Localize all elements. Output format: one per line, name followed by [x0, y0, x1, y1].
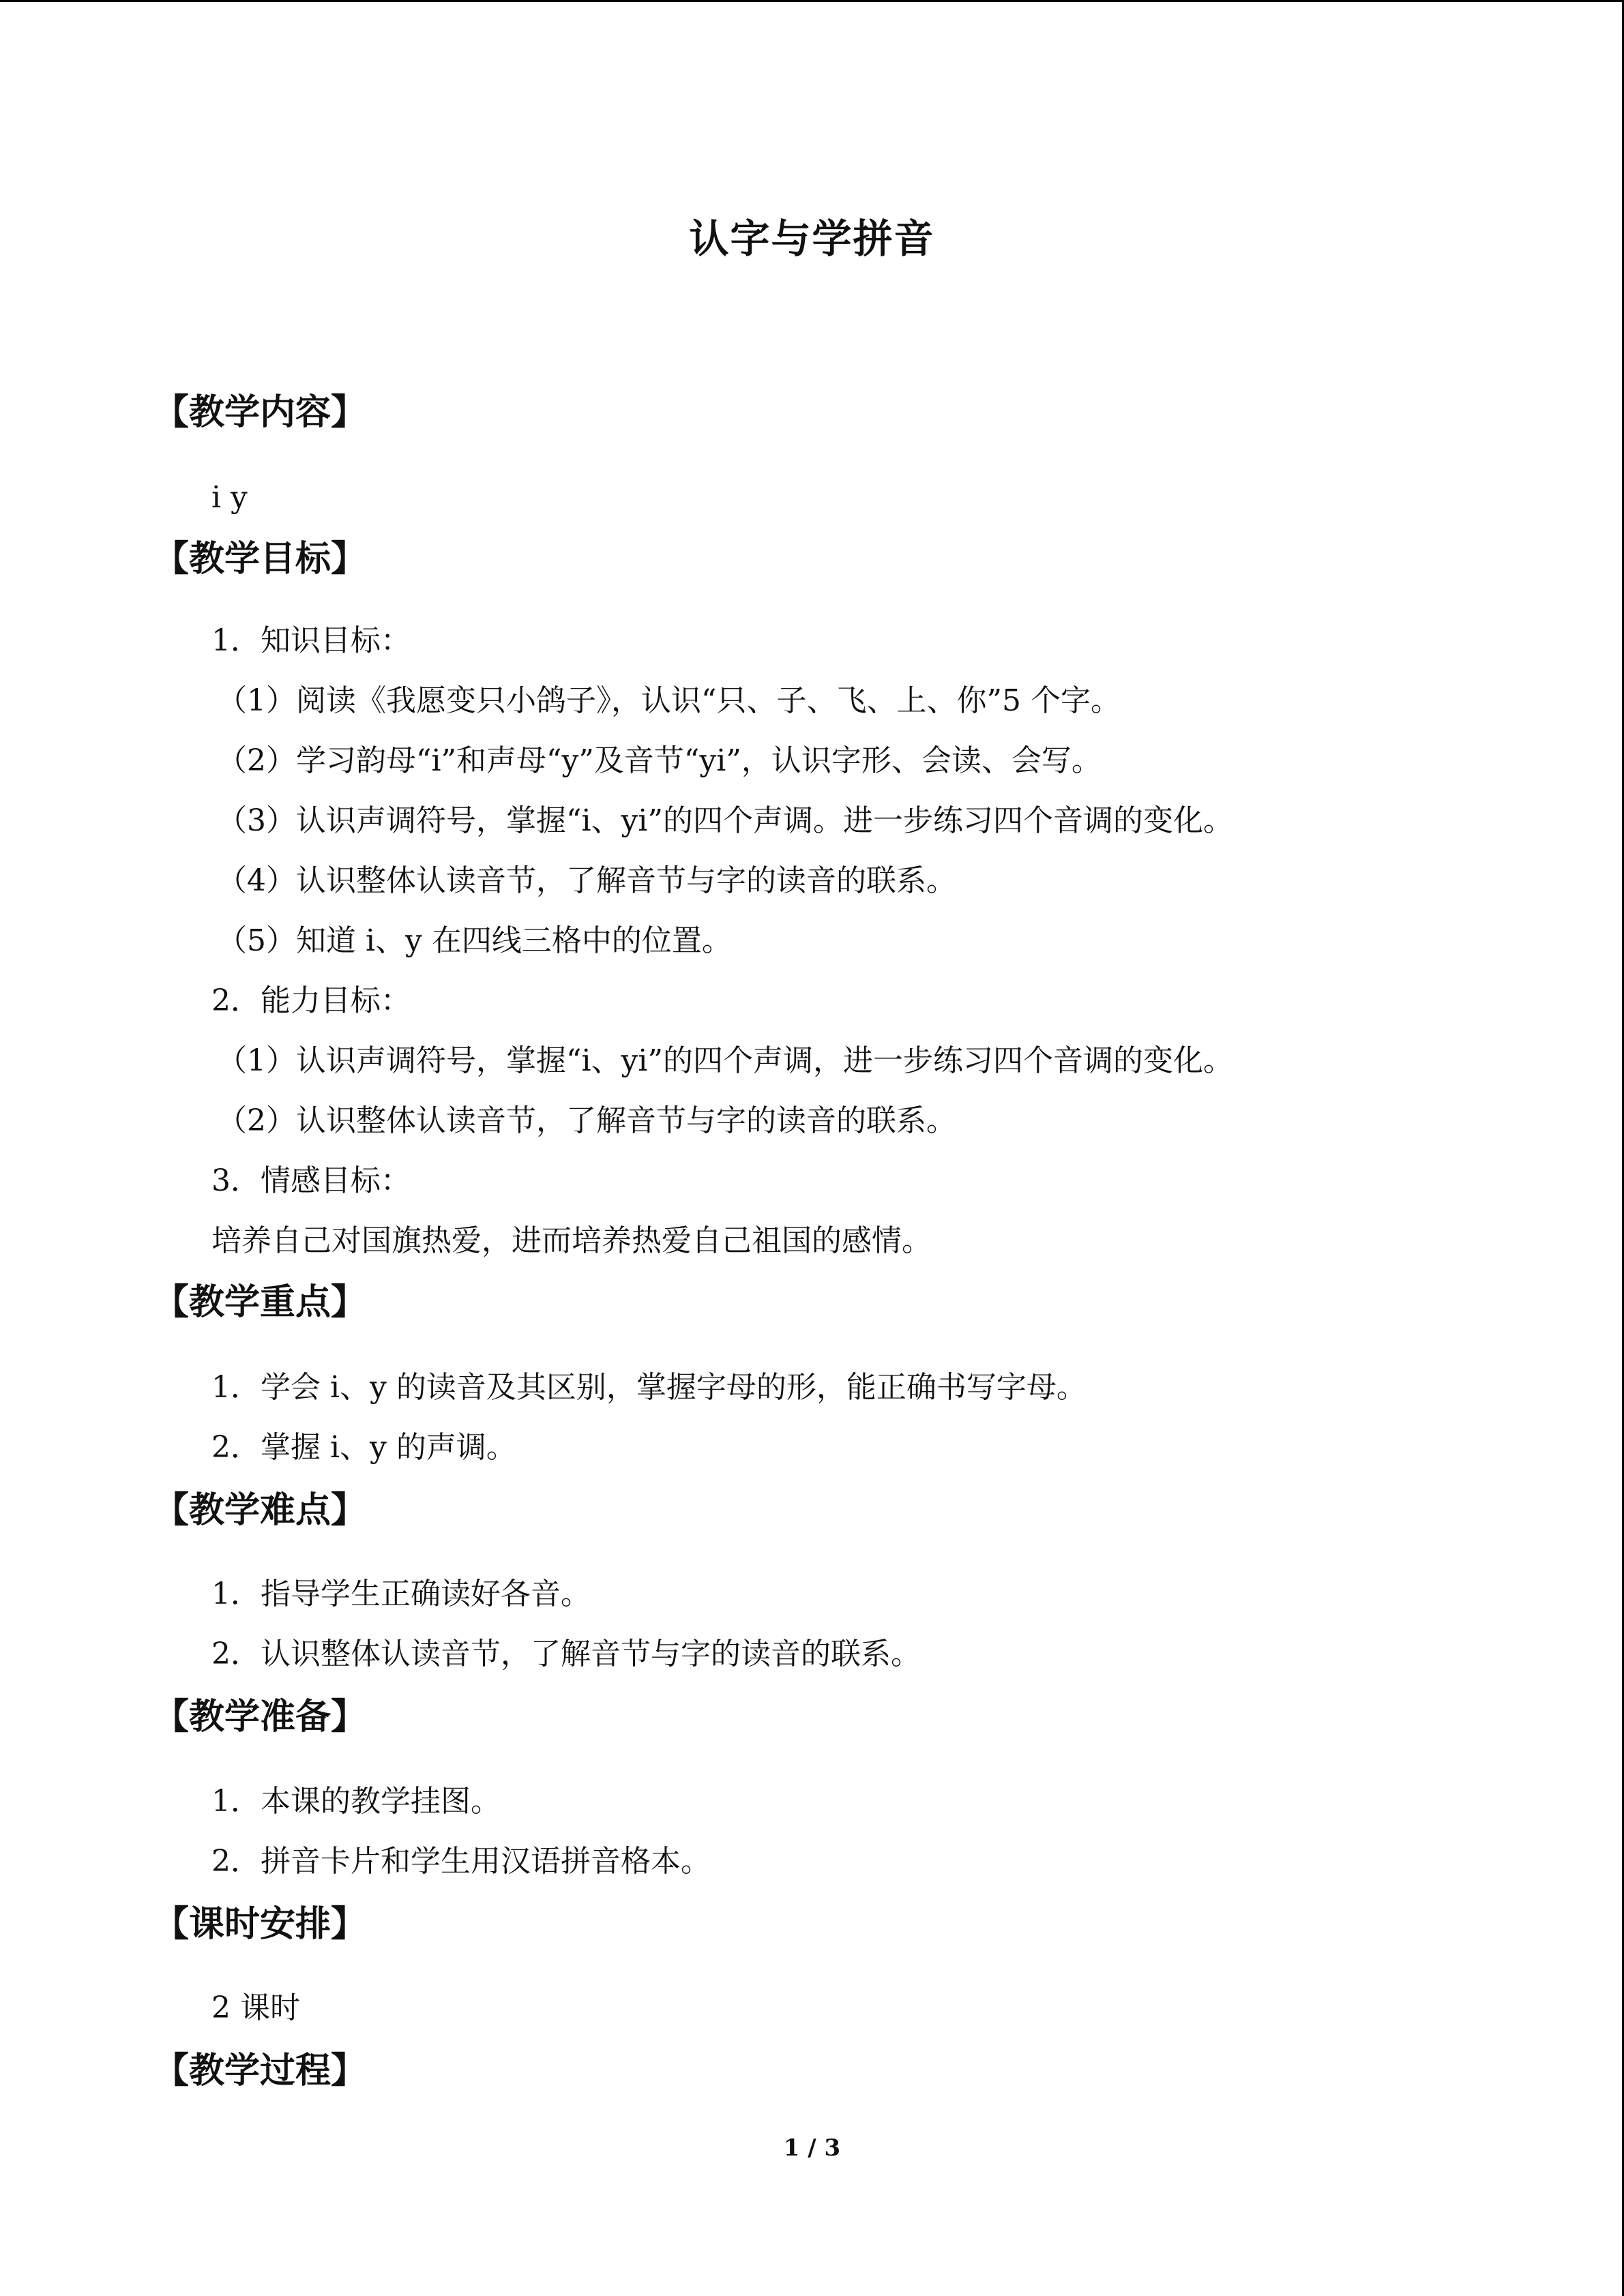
goal-line: （3）认识声调符号，掌握“i、yi”的四个声调。进一步练习四个音调的变化。: [217, 803, 1233, 838]
goal-line: （2）认识整体认读音节，了解音节与字的读音的联系。: [217, 1103, 956, 1138]
goal-line: （4）认识整体认读音节，了解音节与字的读音的联系。: [217, 863, 956, 898]
goal-line: 1．知识目标：: [211, 623, 411, 658]
goal-line: （1）阅读《我愿变只小鸽子》，认识“只、子、飞、上、你”5 个字。: [217, 683, 1121, 718]
heading-goals: 【教学目标】: [153, 539, 367, 580]
page-number: 1 / 3: [783, 2134, 841, 2162]
goal-line: （1）认识声调符号，掌握“i、yi”的四个声调，进一步练习四个音调的变化。: [217, 1043, 1233, 1078]
difficulty-line: 2．认识整体认读音节，了解音节与字的读音的联系。: [211, 1637, 921, 1671]
heading-difficulties: 【教学难点】: [153, 1490, 367, 1531]
heading-key-points: 【教学重点】: [153, 1282, 367, 1323]
heading-process: 【教学过程】: [153, 2051, 367, 2091]
schedule-line: 2 课时: [211, 1991, 300, 2025]
preparation-line: 2．拼音卡片和学生用汉语拼音格本。: [211, 1844, 711, 1879]
goal-line: 2．能力目标：: [211, 983, 411, 1018]
key-point-line: 1．学会 i、y 的读音及其区别，掌握字母的形，能正确书写字母。: [211, 1370, 1087, 1405]
document-title: 认字与学拼音: [689, 215, 935, 262]
content-line: i y: [211, 480, 248, 515]
heading-preparation: 【教学准备】: [153, 1697, 367, 1738]
goal-line: （5）知道 i、y 在四线三格中的位置。: [217, 923, 732, 958]
difficulty-line: 1．指导学生正确读好各音。: [211, 1577, 591, 1611]
preparation-line: 1．本课的教学挂图。: [211, 1784, 501, 1819]
goal-line: （2）学习韵母“i”和声母“y”及音节“yi”，认识字形、会读、会写。: [217, 743, 1102, 778]
key-point-line: 2．掌握 i、y 的声调。: [211, 1430, 516, 1465]
goal-line: 培养自己对国旗热爱，进而培养热爱自己祖国的感情。: [211, 1223, 932, 1258]
page-top-border: [0, 0, 1624, 2]
heading-content: 【教学内容】: [153, 392, 367, 433]
goal-line: 3．情感目标：: [211, 1163, 411, 1198]
heading-schedule: 【课时安排】: [153, 1904, 367, 1945]
